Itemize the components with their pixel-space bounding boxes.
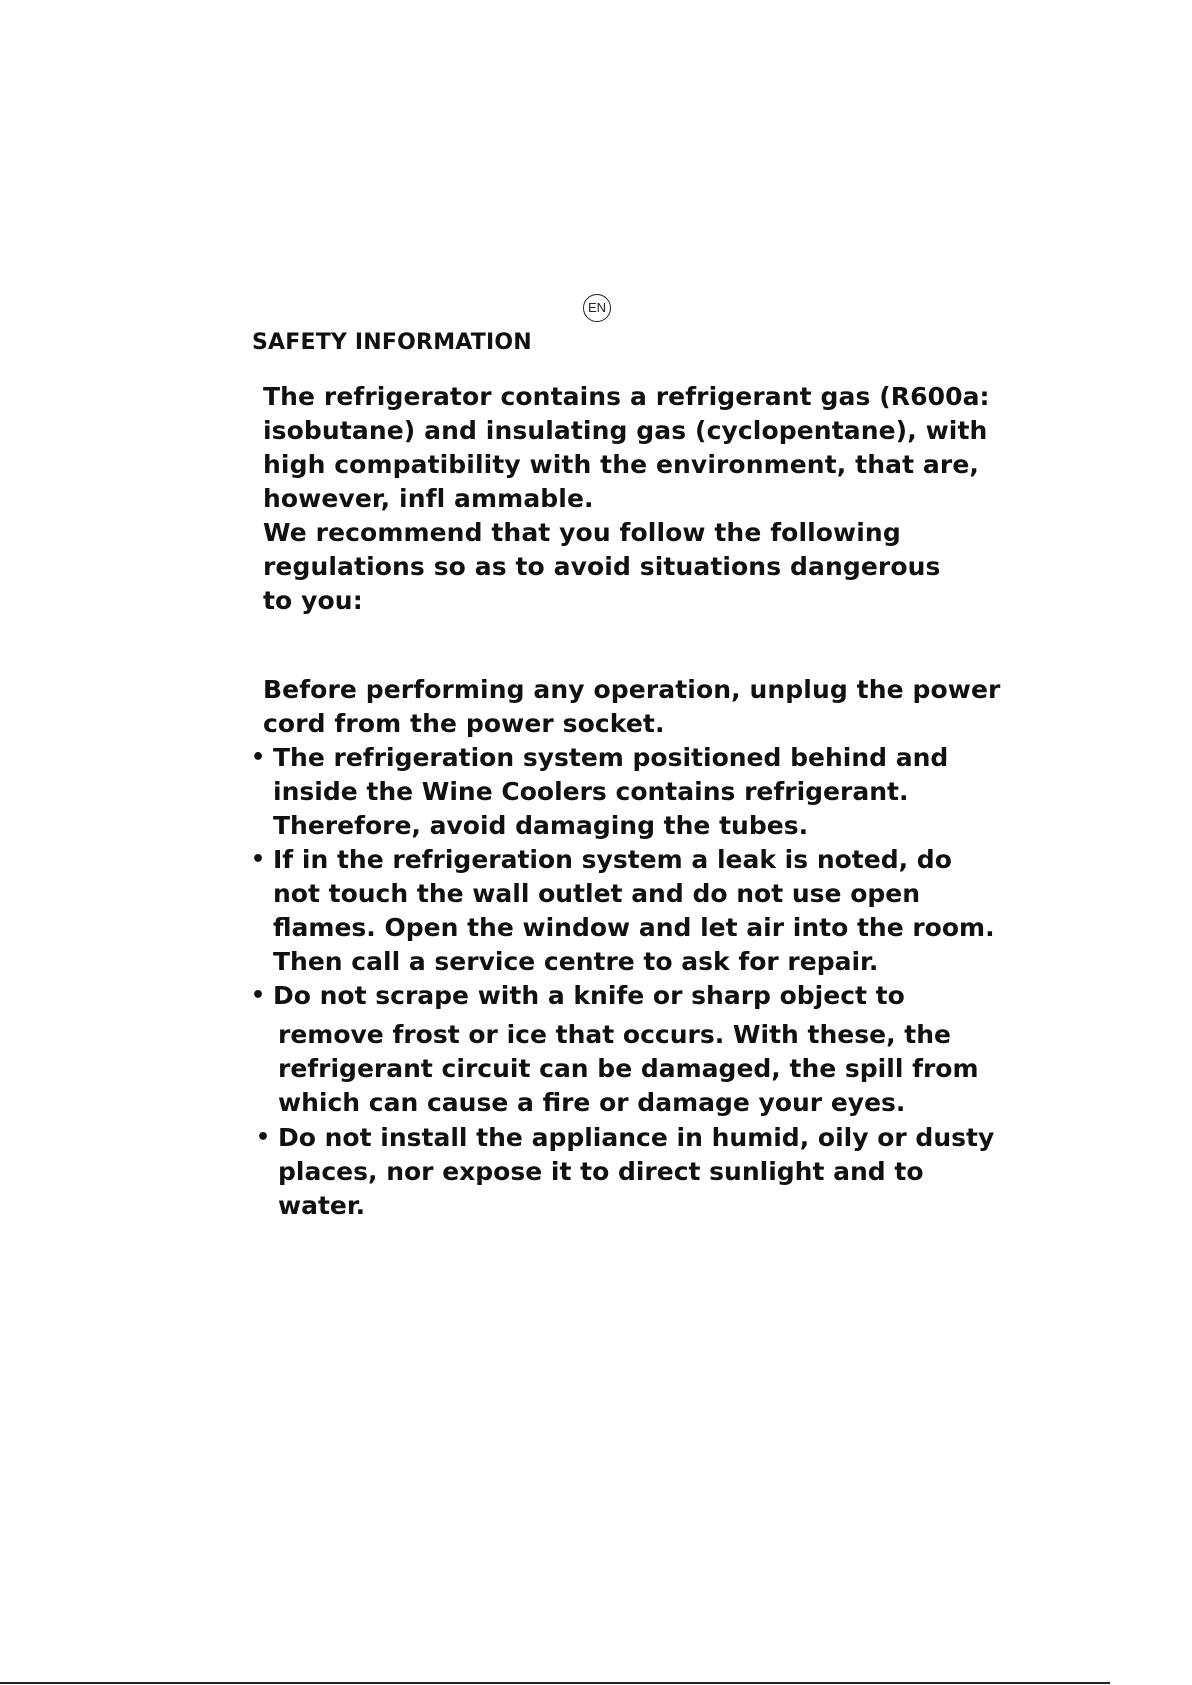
language-badge: EN: [583, 294, 611, 322]
bullet-item-install: [256, 1121, 995, 1223]
bullet-icon: •: [251, 983, 266, 1008]
bullet-line: remove frost or ice that occurs. With these, the: [278, 1020, 951, 1049]
bullet-line: water.: [278, 1191, 366, 1220]
unplug-line: cord from the power socket.: [263, 709, 665, 738]
bullet-line: flames. Open the window and let air into the room.: [273, 913, 995, 942]
section-heading: SAFETY INFORMATION: [252, 330, 532, 355]
intro-line: to you:: [263, 586, 363, 615]
unplug-line: Before performing any operation, unplug the power: [263, 675, 1001, 704]
intro-line: isobutane) and insulating gas (cyclopentane), with: [263, 416, 988, 445]
intro-line: high compatibility with the environment, that are,: [263, 450, 979, 479]
bullet-item-refrigeration-system: [251, 741, 949, 843]
footer-rule: [0, 1682, 1110, 1684]
bullet-icon: •: [251, 847, 266, 872]
bullet-line: Then call a service centre to ask for repair.: [273, 947, 879, 976]
intro-line: however, infl ammable.: [263, 484, 594, 513]
intro-line: regulations so as to avoid situations dangerous: [263, 552, 941, 581]
bullet-line: The refrigeration system positioned behind and: [273, 743, 949, 772]
bullet-item-scrape: [251, 979, 979, 1120]
bullet-line: not touch the wall outlet and do not use open: [273, 879, 921, 908]
bullet-line: which can cause a fire or damage your eyes.: [278, 1088, 906, 1117]
bullet-line: places, nor expose it to direct sunlight and to: [278, 1157, 924, 1186]
bullet-item-leak: [251, 843, 995, 979]
bullet-line: Do not scrape with a knife or sharp object to: [273, 981, 905, 1010]
bullet-line: inside the Wine Coolers contains refrigerant.: [273, 777, 909, 806]
intro-paragraph: [263, 380, 990, 618]
intro-line: The refrigerator contains a refrigerant gas (R600a:: [263, 382, 990, 411]
bullet-line: Do not install the appliance in humid, oily or dusty: [278, 1123, 995, 1152]
bullet-line: If in the refrigeration system a leak is noted, do: [273, 845, 952, 874]
bullet-icon: •: [251, 745, 266, 770]
bullet-line: refrigerant circuit can be damaged, the spill from: [278, 1054, 979, 1083]
intro-line: We recommend that you follow the following: [263, 518, 901, 547]
bullet-icon: •: [256, 1125, 271, 1150]
unplug-paragraph: [263, 673, 1000, 741]
bullet-line: Therefore, avoid damaging the tubes.: [273, 811, 809, 840]
